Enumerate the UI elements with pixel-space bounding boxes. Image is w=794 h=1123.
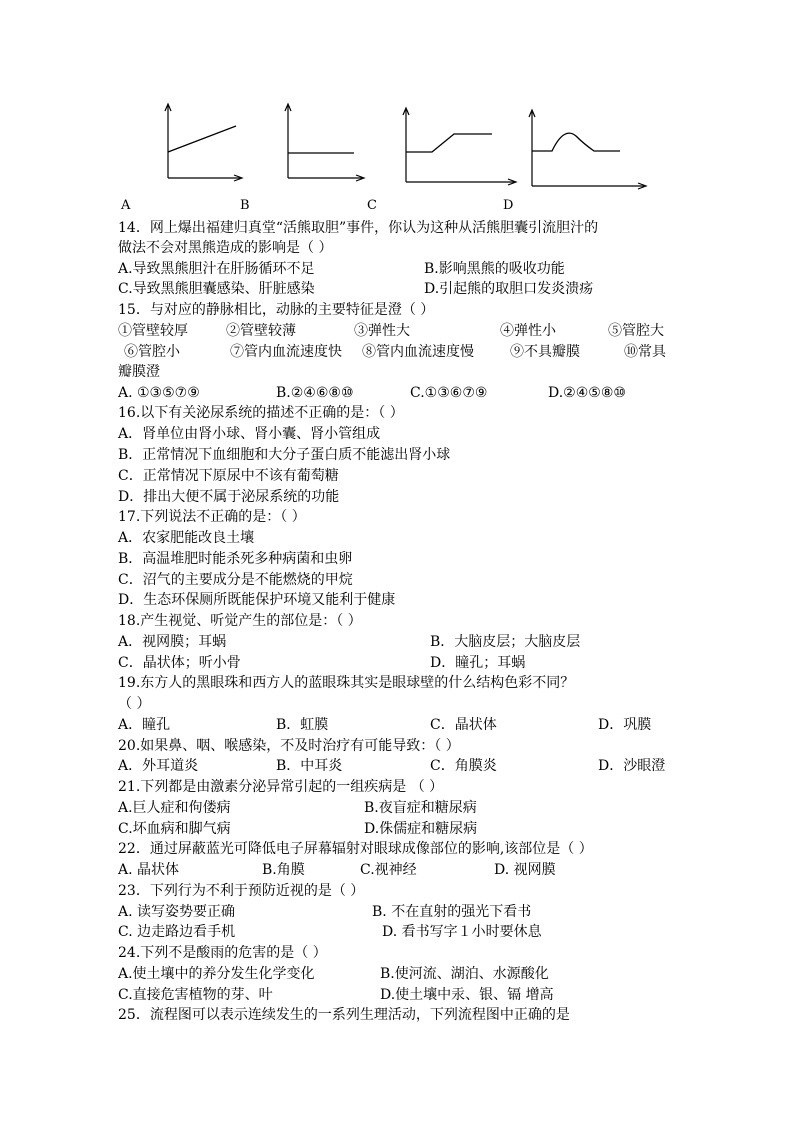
q20-option-c: C．角膜炎 [430, 758, 497, 774]
q18-option-d: D．瞳孔；耳蜗 [430, 655, 526, 671]
graph-label-c: C [367, 198, 377, 213]
q18-option-b: B．大脑皮层；大脑皮层 [430, 634, 581, 650]
graph-label-d: D [503, 198, 514, 213]
graph-b [285, 104, 364, 181]
q19-option-a: A．瞳孔 [118, 717, 171, 733]
q14-stem-line1: 14．网上爆出福建归真堂“活熊取胆”事件，你认为这种从活熊胆囊引流胆汁的 [118, 220, 599, 236]
q14-option-b: B.影响黑熊的吸收功能 [424, 261, 565, 277]
q15-item-5: ⑤管腔大 [608, 323, 664, 339]
q15-item-6: ⑥管腔小 [124, 344, 180, 360]
q21-stem: 21.下列都是由激素分泌异常引起的一组疾病是 （ ） [118, 779, 444, 795]
q17-stem: 17.下列说法不正确的是：（ ） [118, 509, 306, 525]
q22-stem: 22．通过屏蔽蓝光可降低电子屏幕辐射对眼球成像部位的影响,该部位是（ ） [118, 841, 593, 857]
q20-stem: 20.如果鼻、咽、喉感染，不及时治疗有可能导致：（ ） [118, 738, 460, 754]
q21-option-d: D.侏儒症和糖尿病 [364, 821, 478, 837]
q23-option-a: A. 读写姿势要正确 [118, 904, 236, 920]
q22-option-d: D. 视网膜 [494, 862, 556, 878]
q19-option-b: B．虹膜 [276, 717, 329, 733]
q15-item-3: ③弹性大 [354, 323, 410, 339]
q14-option-d: D.引起熊的取胆口发炎溃疡 [424, 281, 594, 297]
q21-option-a: A.巨人症和佝偻病 [118, 800, 231, 816]
q16-stem: 16.以下有关泌尿系统的描述不正确的是：（ ） [118, 405, 404, 421]
q15-item-10: ⑩常具 [624, 344, 666, 360]
q18-option-c: C．晶状体；听小骨 [118, 655, 241, 671]
q17-option-a: A．农家肥能改良土壤 [118, 530, 255, 546]
q20-option-d: D．沙眼澄 [598, 758, 666, 774]
q16-option-d: D．排出大便不属于泌尿系统的功能 [118, 489, 340, 505]
graphs-svg [118, 96, 678, 196]
q15-option-c: C.①③⑥⑦⑨ [410, 385, 488, 401]
q24-option-d: D.使土壤中汞、银、镉 增高 [380, 987, 554, 1003]
q24-stem: 24.下列不是酸雨的危害的是（ ） [118, 945, 327, 961]
q14-option-a: A.导致黑熊胆汁在肝肠循环不足 [118, 261, 315, 277]
q20-option-a: A．外耳道炎 [118, 758, 199, 774]
q21-option-c: C.坏血病和脚气病 [118, 821, 231, 837]
q15-item-10-cont: 瓣膜澄 [118, 364, 160, 380]
answer-graphs [118, 96, 678, 216]
q15-stem: 15．与对应的静脉相比，动脉的主要特征是澄（ ） [118, 302, 435, 318]
graph-c [403, 108, 516, 185]
q19-stem-line1: 19.东方人的黑眼珠和西方人的蓝眼珠其实是眼球壁的什么结构色彩不同？ [118, 675, 575, 691]
q15-option-d: D.②④⑤⑧⑩ [548, 385, 626, 401]
q14-stem-line2: 做法不会对黑熊造成的影响是（ ） [118, 240, 333, 256]
q15-option-a: A. ①③⑤⑦⑨ [118, 385, 200, 401]
q15-item-7: ⑦管内血流速度快 [230, 344, 342, 360]
q24-option-b: B.使河流、湖泊、水源酸化 [380, 966, 549, 982]
q17-option-b: B．高温堆肥时能杀死多种病菌和虫卵 [118, 551, 353, 567]
q23-stem: 23．下列行为不利于预防近视的是（ ） [118, 883, 365, 899]
q23-option-b: B. 不在直射的强光下看书 [372, 904, 532, 920]
q21-option-b: B.夜盲症和糖尿病 [364, 800, 477, 816]
q16-option-b: B．正常情况下血细胞和大分子蛋白质不能滤出肾小球 [118, 447, 451, 463]
q14-option-c: C.导致黑熊胆囊感染、肝脏感染 [118, 281, 315, 297]
q15-item-9: ⑨不具瓣膜 [510, 344, 580, 360]
q24-option-c: C.直接危害植物的芽、叶 [118, 987, 273, 1003]
q19-option-c: C．晶状体 [430, 717, 497, 733]
q23-option-c: C. 边走路边看手机 [118, 924, 236, 940]
q19-stem-line2: （ ） [118, 696, 151, 712]
q22-option-a: A. 晶状体 [118, 862, 180, 878]
graph-d [529, 110, 646, 189]
q16-option-c: C．正常情况下原尿中不该有葡萄糖 [118, 468, 339, 484]
q15-item-1: ①管壁较厚 [118, 323, 188, 339]
q16-option-a: A．肾单位由肾小球、肾小囊、肾小管组成 [118, 426, 381, 442]
q25-stem: 25．流程图可以表示连续发生的一系列生理活动，下列流程图中正确的是 [118, 1007, 570, 1023]
q18-option-a: A．视网膜；耳蜗 [118, 634, 227, 650]
q23-option-d: D. 看书写字１小时要休息 [382, 924, 542, 940]
q22-option-c: C.视神经 [360, 862, 417, 878]
q15-item-8: ⑧管内血流速度慢 [362, 344, 474, 360]
q15-item-4: ④弹性小 [500, 323, 556, 339]
q24-option-a: A.使土壤中的养分发生化学变化 [118, 966, 315, 982]
q15-item-2: ②管壁较薄 [226, 323, 296, 339]
q15-option-b: B.②④⑥⑧⑩ [276, 385, 354, 401]
graph-a [165, 104, 242, 181]
q19-option-d: D．巩膜 [598, 717, 652, 733]
graph-label-b: B [240, 198, 250, 213]
q17-option-d: D．生态环保厕所既能保护环境又能利于健康 [118, 592, 396, 608]
q20-option-b: B．中耳炎 [276, 758, 343, 774]
q17-option-c: C．沼气的主要成分是不能燃烧的甲烷 [118, 572, 353, 588]
graph-label-a: A [121, 198, 131, 213]
q22-option-b: B.角膜 [262, 862, 305, 878]
q18-stem: 18.产生视觉、听觉产生的部位是：（ ） [118, 613, 362, 629]
